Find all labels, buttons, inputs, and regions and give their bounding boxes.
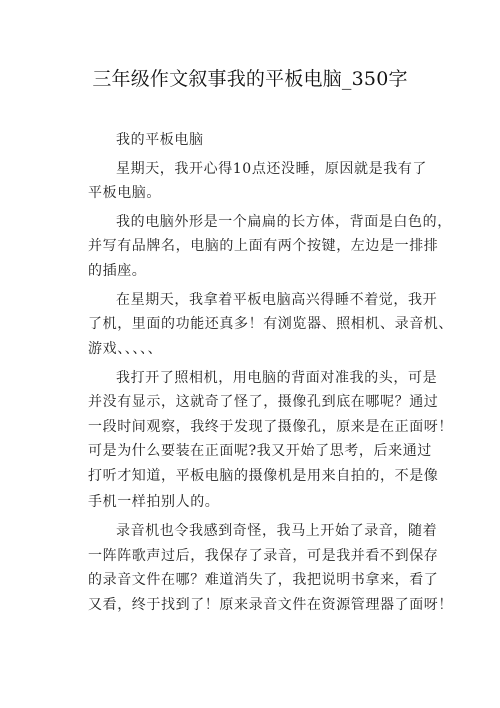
- text-line: 了机，里面的功能还真多！有浏览器、照相机、录音机、: [88, 316, 453, 332]
- text-line: 可是为什么要装在正面呢?我又开始了思考，后来通过: [88, 443, 432, 459]
- paragraph-heading: 我的平板电脑: [116, 132, 204, 148]
- text-line: 并没有显示，这就奇了怪了，摄像孔到底在哪呢？通过: [88, 394, 439, 410]
- text-line: 在星期天，我拿着平板电脑高兴得睡不着觉，我开: [116, 292, 438, 308]
- text-line: 我的电脑外形是一个扁扁的长方体，背面是白色的，: [116, 214, 452, 230]
- text-line: 录音机也令我感到奇怪，我马上开始了录音，随着: [116, 523, 438, 539]
- text-line: 的插座。: [88, 263, 147, 279]
- text-line: 我打开了照相机，用电脑的背面对准我的头，可是: [116, 370, 438, 386]
- text-line: 的录音文件在哪？难道消失了，我把说明书拿来，看了: [88, 572, 439, 588]
- document-title: 三年级作文叙事我的平板电脑_350字: [92, 68, 408, 90]
- text-line: 平板电脑。: [88, 185, 161, 201]
- text-line: 星期天，我开心得10点还没睡，原因就是我有了: [116, 161, 428, 177]
- text-line: 一段时间观察，我终于发现了摄像孔，原来是在正面呀！: [88, 419, 453, 435]
- text-line: 又看，终于找到了！原来录音文件在资源管理器了面呀！: [88, 597, 453, 613]
- text-line: 一阵阵歌声过后，我保存了录音，可是我并看不到保存: [88, 548, 439, 564]
- text-line: 游戏、、、、、: [88, 341, 163, 357]
- text-line: 并写有品牌名，电脑的上面有两个按键，左边是一排排: [88, 238, 439, 254]
- text-line: 手机一样拍别人的。: [88, 494, 220, 510]
- text-line: 打听才知道，平板电脑的摄像机是用来自拍的，不是像: [88, 468, 439, 484]
